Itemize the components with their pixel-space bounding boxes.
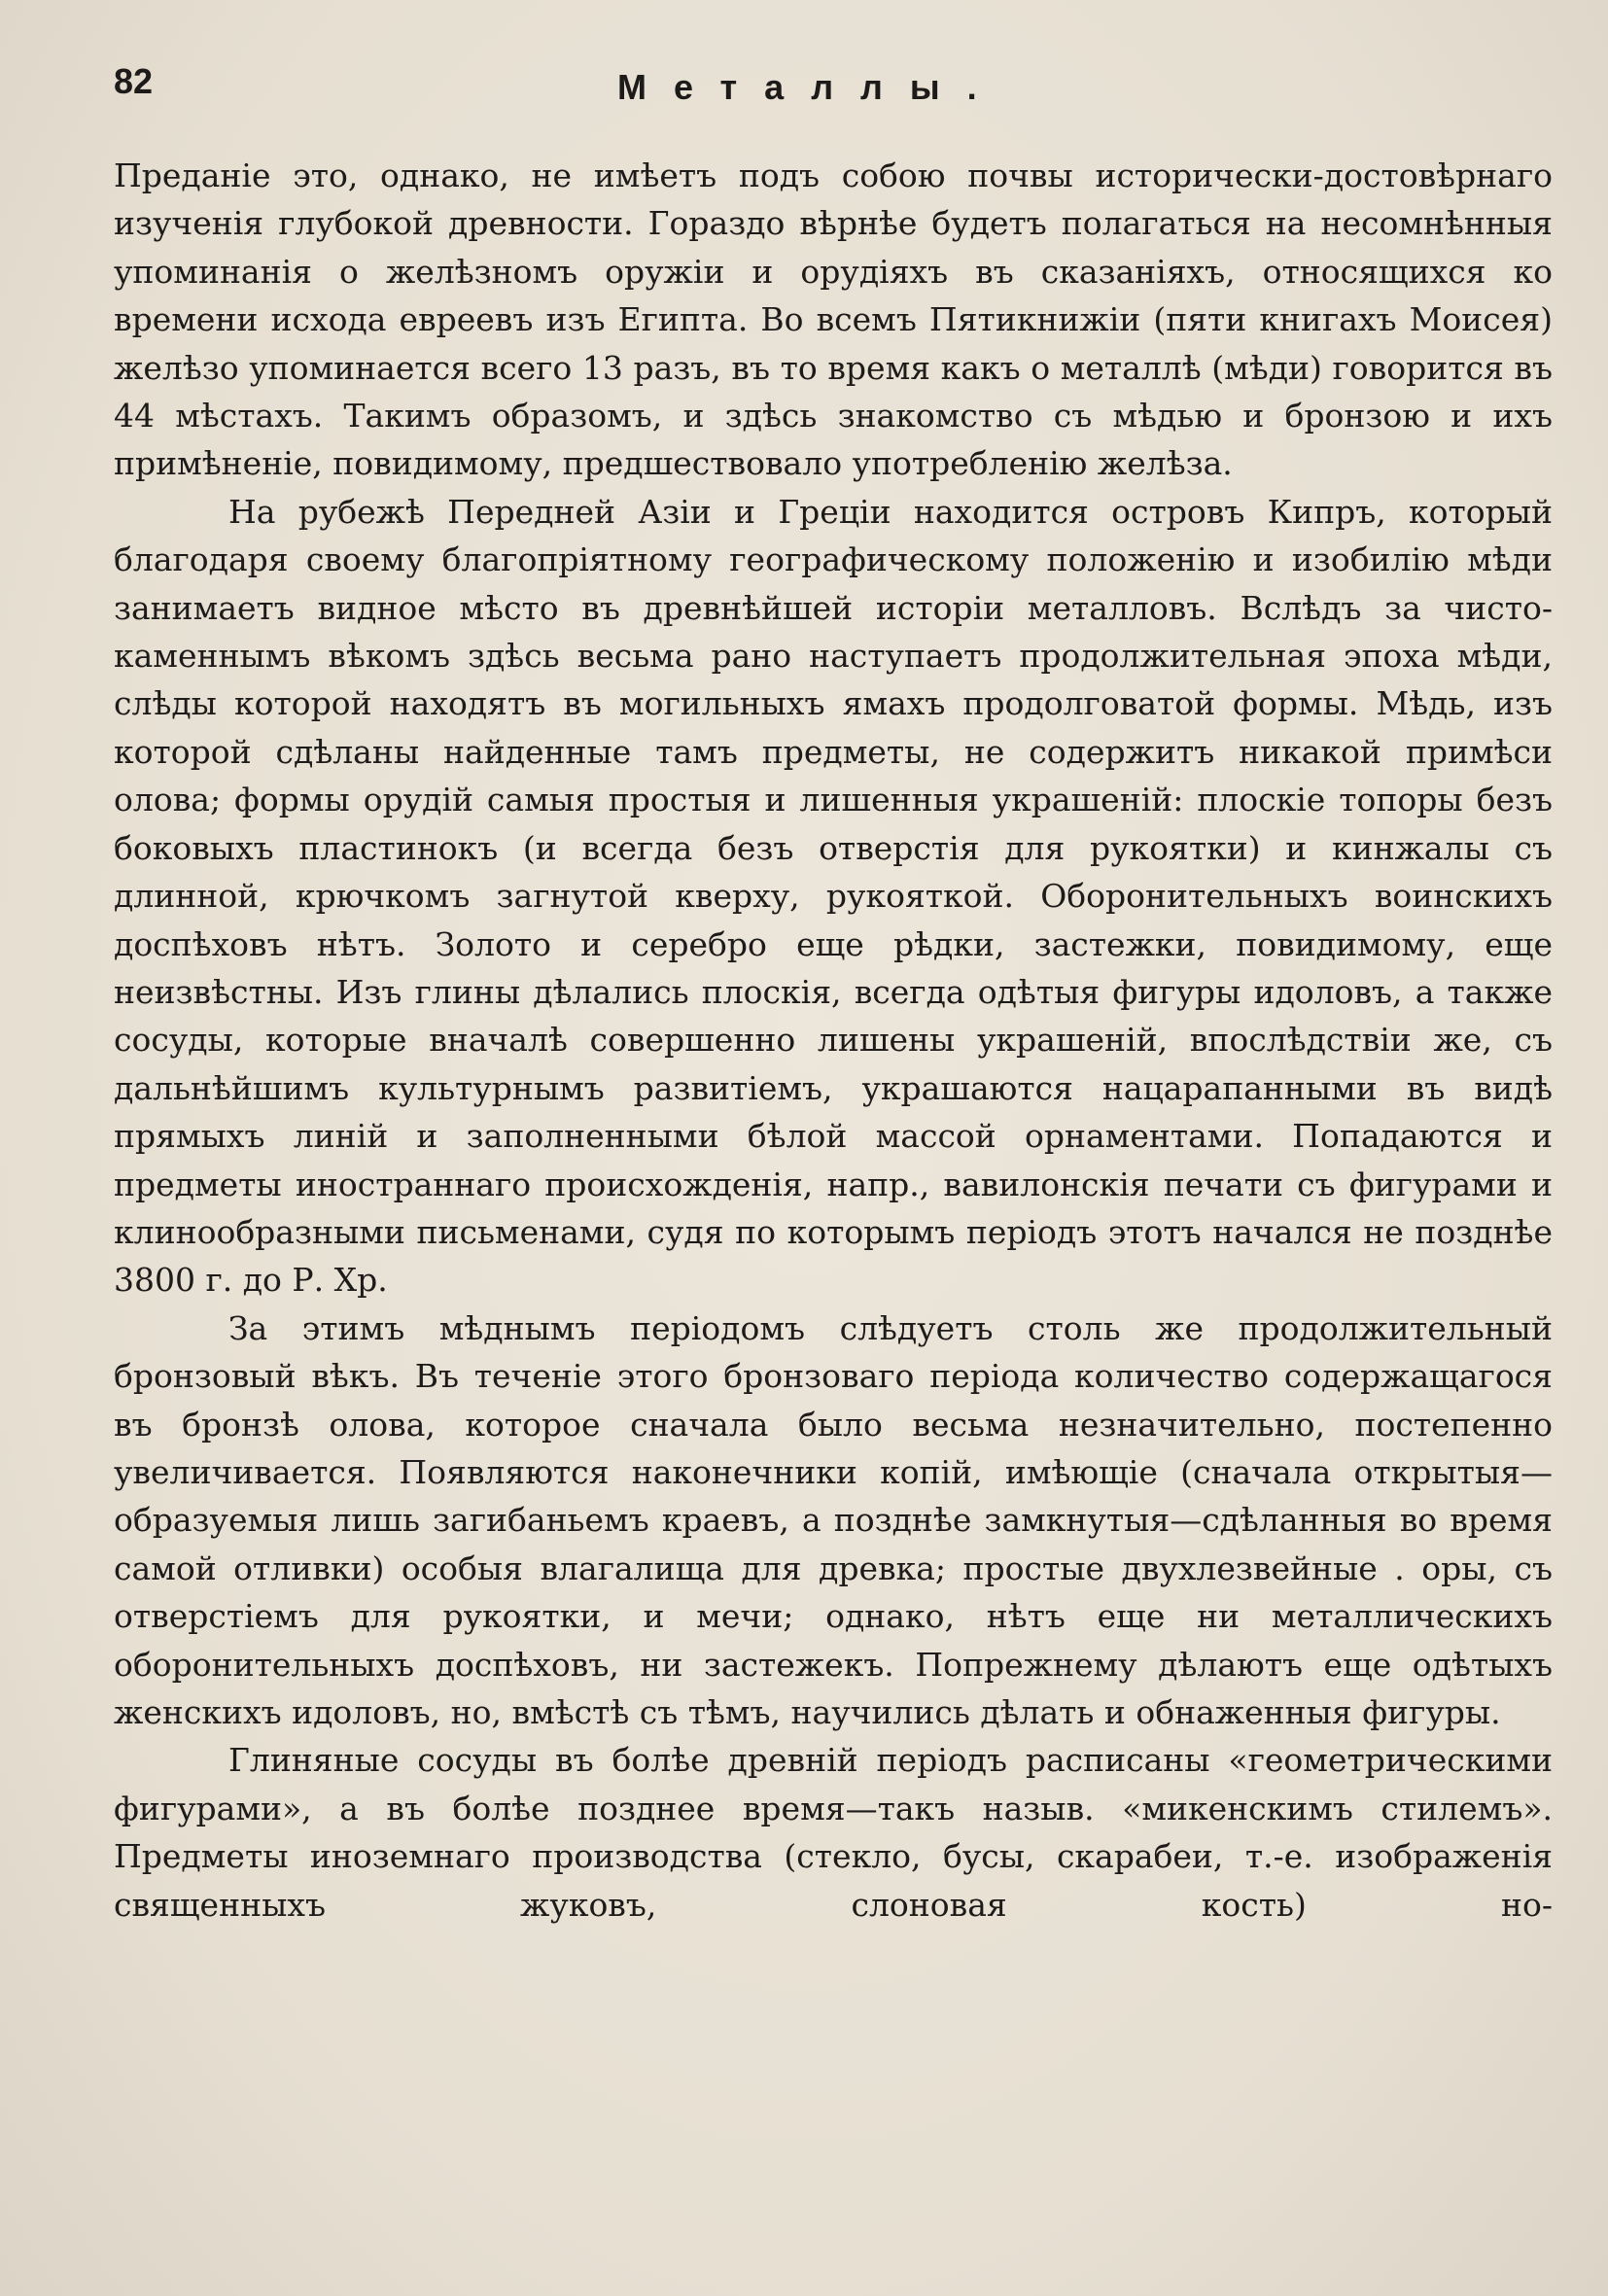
body-text	[114, 152, 1553, 1929]
page-number: 82	[114, 61, 154, 101]
paragraph-4: Глиняные сосуды въ болѣе древній періодъ расписаны «геометрическими фигурами», а въ болѣе позднее время—такъ назыв. «микенскимъ стилемъ». Предметы иноземнаго производства (стекло, бусы, скарабеи, т.-е. изображенія священныхъ жуковъ, слоновая кость) но-	[114, 1741, 1553, 1924]
paragraph-2: На рубежѣ Передней Азіи и Греціи находится островъ Кипръ, который благодаря своему благопріятному географическому положенію и изобилію мѣди занимаетъ видное мѣсто въ древнѣйшей исторіи металловъ. Вслѣдъ за чисто-каменнымъ вѣкомъ здѣсь весьма рано наступаетъ продолжительная эпоха мѣди, слѣды которой находятъ въ могильныхъ ямахъ продолговатой формы. Мѣдь, изъ которой сдѣланы найденные тамъ предметы, не содержитъ никакой примѣси олова; формы орудій самыя простыя и лишенныя украшеній: плоскіе топоры безъ боковыхъ пластинокъ (и всегда безъ отверстія для рукоятки) и кинжалы съ длинной, крючкомъ загнутой кверху, рукояткой. Оборонительныхъ воинскихъ доспѣховъ нѣтъ. Золото и серебро еще рѣдки, застежки, повидимому, еще неизвѣстны. Изъ глины дѣлались плоскія, всегда одѣтыя фигуры идоловъ, а также сосуды, которые вначалѣ совершенно лишены украшеній, впослѣдствіи же, съ дальнѣйшимъ культурнымъ развитіемъ, украшаются нацарапанными въ видѣ прямыхъ линій и заполненными бѣлой массой орнаментами. Попадаются и предметы иностраннаго происхожденія, напр., вавилонскія печати съ фигурами и клинообразными письменами, судя по которымъ періодъ этотъ начался не позднѣе 3800 г. до Р. Хр.	[114, 492, 1553, 1300]
paragraph-1: Преданіе это, однако, не имѣетъ подъ собою почвы исторически-достовѣрнаго изученія глубокой древности. Гораздо вѣрнѣе будетъ полагаться на несомнѣнныя упоминанія о желѣзномъ оружіи и орудіяхъ въ сказаніяхъ, относящихся ко времени исхода евреевъ изъ Египта. Во всемъ Пятикнижіи (пяти книгахъ Моисея) желѣзо упоминается всего 13 разъ, въ то время какъ о металлѣ (мѣди) говорится въ 44 мѣстахъ. Такимъ образомъ, и здѣсь знакомство съ мѣдью и бронзою и ихъ примѣненіе, повидимому, предшествовало употребленію желѣза.	[114, 157, 1553, 483]
paragraph-3: За этимъ мѣднымъ періодомъ слѣдуетъ столь же продолжительный бронзовый вѣкъ. Въ теченіе этого бронзоваго періода количество содержащагося въ бронзѣ олова, которое сначала было весьма незначительно, постепенно увеличивается. Появляются наконечники копій, имѣющіе (сначала открытыя—образуемыя лишь загибаньемъ краевъ, а позднѣе замкнутыя—сдѣланныя во время самой отливки) особыя влагалища для древка; простые двухлезвейные . оры, съ отверстіемъ для рукоятки, и мечи; однако, нѣтъ еще ни металлическихъ оборонительныхъ доспѣховъ, ни застежекъ. Попрежнему дѣлаютъ еще одѣтыхъ женскихъ идоловъ, но, вмѣстѣ съ тѣмъ, научились дѣлать и обнаженныя фигуры.	[114, 1308, 1553, 1731]
running-head: Металлы.	[617, 67, 1004, 107]
